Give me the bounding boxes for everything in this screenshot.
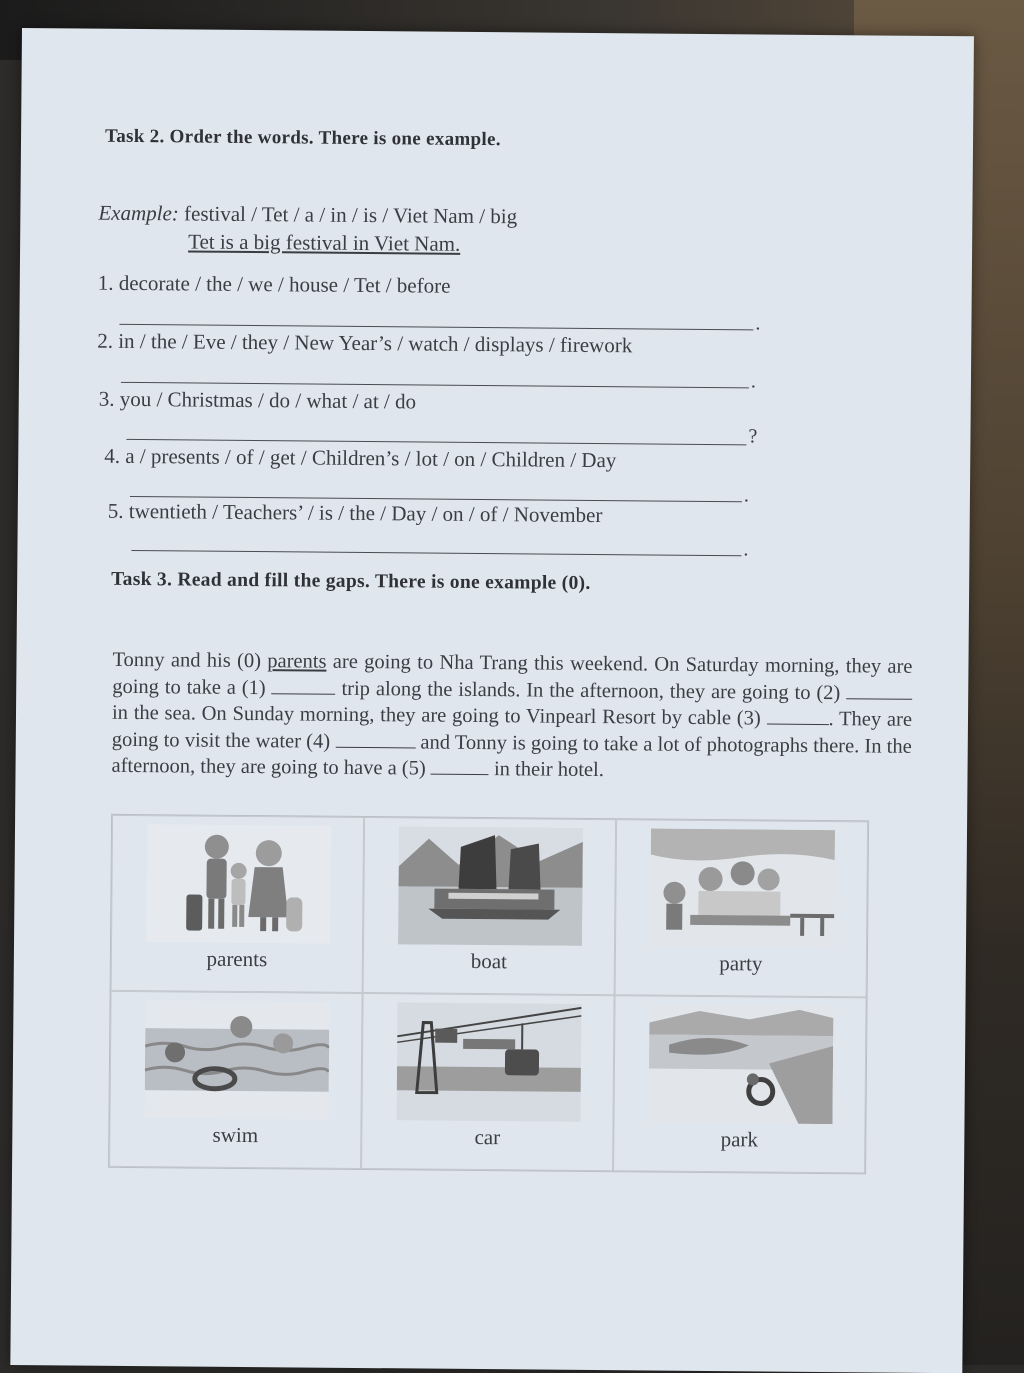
picture-label-boat: boat	[364, 948, 614, 975]
passage-part-5: . They are going to visit the water (4)	[112, 708, 912, 752]
example-prompt	[98, 201, 517, 230]
water-park-picture	[648, 1005, 833, 1125]
picture-label-car: car	[362, 1124, 612, 1151]
task2-title: Task 2. Order the words. There is one example.	[105, 126, 501, 151]
picture-card-park	[613, 995, 867, 1173]
worksheet-page	[10, 28, 974, 1373]
task3-title: Task 3. Read and fill the gaps. There is one example (0).	[111, 569, 591, 595]
swimming-picture	[144, 1000, 329, 1120]
gap-1	[272, 677, 336, 695]
gap-5	[431, 758, 489, 776]
answer-end-4: .	[744, 484, 749, 507]
answer-end-1: .	[755, 312, 760, 335]
party-picture	[650, 829, 835, 949]
picture-label-park: park	[614, 1126, 864, 1153]
passage-part-4: in the sea. On Sunday morning, they are going to Vinpearl Resort by cable (3)	[112, 702, 767, 730]
passage-part-6: and Tonny is going to take a lot of photographs there. In the afternoon, they are going to have a (5)	[111, 731, 911, 780]
task2-item-3: 3. you / Christmas / do / what / at / do	[99, 387, 417, 415]
picture-card-party	[615, 819, 869, 997]
task2-item-1: 1. decorate / the / we / house / Tet / before	[98, 271, 451, 299]
task2-item-2: 2. in / the / Eve / they / New Year’s / watch / displays / firework	[97, 329, 632, 359]
answer-end-5: .	[743, 538, 748, 561]
task2-item-4: 4. a / presents / of / get / Children’s / lot / on / Children / Day	[104, 444, 616, 473]
example-answer: Tet is a big festival in Viet Nam.	[188, 229, 460, 256]
answer-line-5	[131, 550, 741, 556]
passage-part-2: are going to Nha Trang this weekend. On Saturday morning, they are going to take a (1)	[112, 651, 912, 699]
family-picture	[146, 824, 331, 944]
gap-2	[846, 682, 912, 700]
junk-boat-picture	[398, 826, 583, 946]
example-label: Example:	[98, 201, 179, 226]
example-words: festival / Tet / a / in / is / Viet Nam / big	[179, 201, 517, 228]
gap-4	[335, 730, 415, 748]
picture-card-boat	[363, 817, 617, 995]
passage-part-7: in their hotel.	[489, 758, 604, 781]
reading-passage	[111, 647, 912, 786]
picture-label-swim: swim	[110, 1122, 360, 1149]
passage-part-1: Tonny and his (0)	[112, 649, 267, 672]
picture-card-car	[361, 993, 615, 1171]
task2-item-5: 5. twentieth / Teachers’ / is / the / Day / on / of / November	[108, 499, 603, 528]
answer-end-3: ?	[748, 425, 757, 448]
example-filled-gap: parents	[267, 650, 326, 673]
cable-car-picture	[396, 1002, 581, 1122]
picture-word-bank	[108, 814, 869, 1175]
picture-label-party: party	[616, 950, 866, 977]
picture-card-swim	[109, 991, 363, 1169]
answer-end-2: .	[751, 370, 756, 393]
passage-part-3: trip along the islands. In the afternoon, they are going to (2)	[336, 677, 847, 703]
picture-label-parents: parents	[112, 946, 362, 973]
picture-card-parents	[111, 815, 365, 993]
gap-3	[766, 708, 828, 726]
